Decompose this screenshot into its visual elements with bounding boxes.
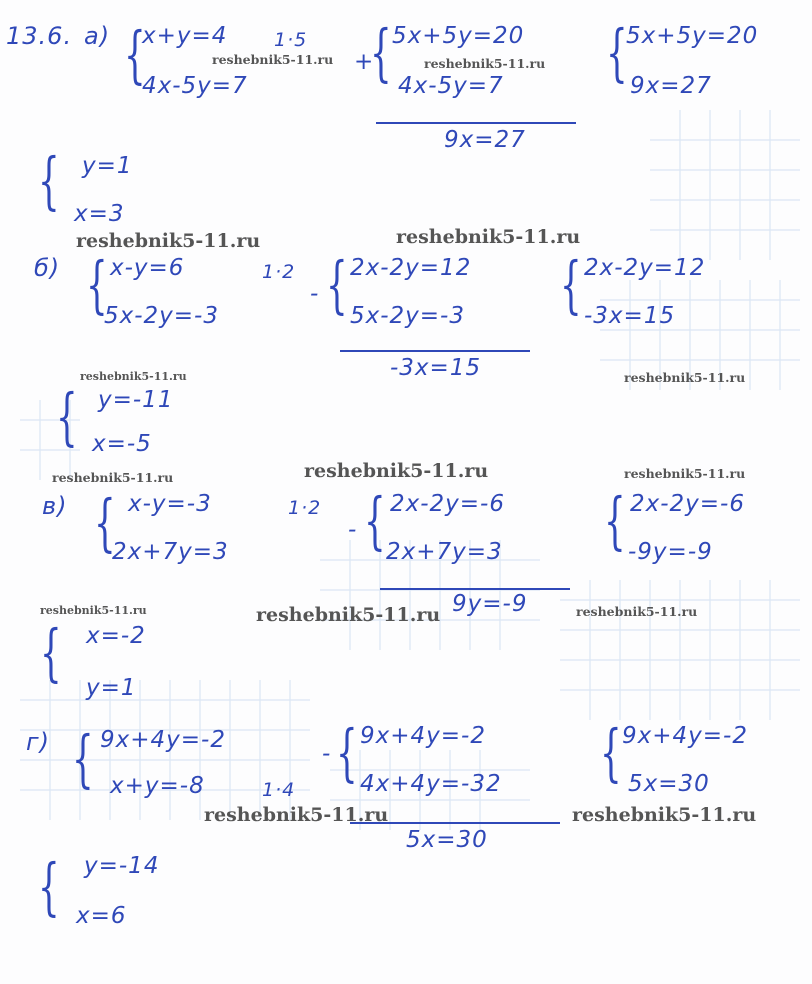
watermark: reshebnik5-11.ru <box>212 52 334 67</box>
part-v-operator: - <box>348 517 358 543</box>
watermark: reshebnik5-11.ru <box>624 466 746 481</box>
part-a-combined-1: 5x+5y=20 <box>392 23 525 49</box>
part-b-combined-2: 5x-2y=-3 <box>350 303 465 329</box>
problem-number: 13.6. <box>6 22 73 50</box>
part-v-eq-2: 2x+7y=3 <box>112 539 229 565</box>
part-v-combined-brace: { <box>364 484 386 557</box>
part-b-combined-brace: { <box>326 248 348 321</box>
watermark: reshebnik5-11.ru <box>396 226 581 248</box>
part-g-system-brace: { <box>72 722 94 795</box>
part-g-eq-2: x+y=-8 <box>110 773 205 799</box>
part-a-eq-2: 4x-5y=7 <box>142 73 248 99</box>
part-b-combined-1: 2x-2y=12 <box>350 255 472 281</box>
part-a-result-2: 9x=27 <box>630 73 712 99</box>
watermark: reshebnik5-11.ru <box>76 230 261 252</box>
part-b-eq-2: 5x-2y=-3 <box>104 303 219 329</box>
part-a-operator: + <box>354 49 375 75</box>
part-g-combined-brace: { <box>336 716 358 789</box>
part-g-answer-2: x=6 <box>76 903 127 929</box>
watermark: reshebnik5-11.ru <box>304 460 489 482</box>
part-a-combined-2: 4x-5y=7 <box>398 73 504 99</box>
part-a-combined-brace: { <box>370 16 392 89</box>
part-v-system-brace: { <box>94 486 116 559</box>
part-v-combined-1: 2x-2y=-6 <box>390 491 505 517</box>
part-a-answer-brace: { <box>38 144 60 217</box>
part-v-answer-2: y=1 <box>86 675 137 701</box>
part-b-answer-2: x=-5 <box>92 431 152 457</box>
watermark: reshebnik5-11.ru <box>624 370 746 385</box>
part-g-multiplier: 1·4 <box>262 779 296 801</box>
part-v-sum: 9y=-9 <box>452 591 528 617</box>
watermark: reshebnik5-11.ru <box>424 56 546 71</box>
part-b-system-brace: { <box>86 248 108 321</box>
part-a-answer-1: y=1 <box>82 153 133 179</box>
part-g-sum: 5x=30 <box>406 827 488 853</box>
part-b-result-brace: { <box>560 248 582 321</box>
part-a-multiplier: 1·5 <box>274 29 308 51</box>
part-b-sum: -3x=15 <box>390 355 482 381</box>
part-b-result-1: 2x-2y=12 <box>584 255 706 281</box>
part-g-operator: - <box>322 741 332 767</box>
part-v-result-2: -9y=-9 <box>628 539 713 565</box>
part-b-answer-brace: { <box>56 380 78 453</box>
part-a-eq-1: x+y=4 <box>142 23 228 49</box>
part-b-label: б) <box>34 254 61 282</box>
part-g-answer-brace: { <box>38 850 60 923</box>
watermark: reshebnik5-11.ru <box>80 370 187 383</box>
part-g-eq-1: 9x+4y=-2 <box>100 727 226 753</box>
part-v-label: в) <box>42 492 68 520</box>
part-g-answer-1: y=-14 <box>84 853 160 879</box>
part-a-sum-rule <box>376 122 576 124</box>
part-b-sum-rule <box>340 350 530 352</box>
part-v-answer-1: x=-2 <box>86 623 146 649</box>
watermark: reshebnik5-11.ru <box>40 604 147 617</box>
part-a-result-brace: { <box>606 16 628 89</box>
part-a-answer-2: x=3 <box>74 201 125 227</box>
part-g-result-2: 5x=30 <box>628 771 710 797</box>
part-a-label: а) <box>84 22 111 50</box>
part-v-result-brace: { <box>604 484 626 557</box>
part-b-result-2: -3x=15 <box>584 303 676 329</box>
part-a-result-1: 5x+5y=20 <box>626 23 759 49</box>
part-b-answer-1: y=-11 <box>98 387 174 413</box>
part-v-result-1: 2x-2y=-6 <box>630 491 745 517</box>
part-v-combined-2: 2x+7y=3 <box>386 539 503 565</box>
part-a-sum: 9x=27 <box>444 127 526 153</box>
watermark: reshebnik5-11.ru <box>204 804 389 826</box>
watermark: reshebnik5-11.ru <box>52 470 174 485</box>
part-b-multiplier: 1·2 <box>262 261 296 283</box>
part-a-system-brace: { <box>124 18 146 91</box>
part-g-result-1: 9x+4y=-2 <box>622 723 748 749</box>
watermark: reshebnik5-11.ru <box>576 604 698 619</box>
watermark: reshebnik5-11.ru <box>572 804 757 826</box>
part-v-eq-1: x-y=-3 <box>128 491 212 517</box>
watermark: reshebnik5-11.ru <box>256 604 441 626</box>
part-v-multiplier: 1·2 <box>288 497 322 519</box>
part-b-operator: - <box>310 281 320 307</box>
part-g-combined-1: 9x+4y=-2 <box>360 723 486 749</box>
part-g-label: г) <box>26 728 50 756</box>
part-g-combined-2: 4x+4y=-32 <box>360 771 502 797</box>
part-b-eq-1: x-y=6 <box>110 255 185 281</box>
part-v-answer-brace: { <box>40 616 62 689</box>
part-g-result-brace: { <box>600 716 622 789</box>
